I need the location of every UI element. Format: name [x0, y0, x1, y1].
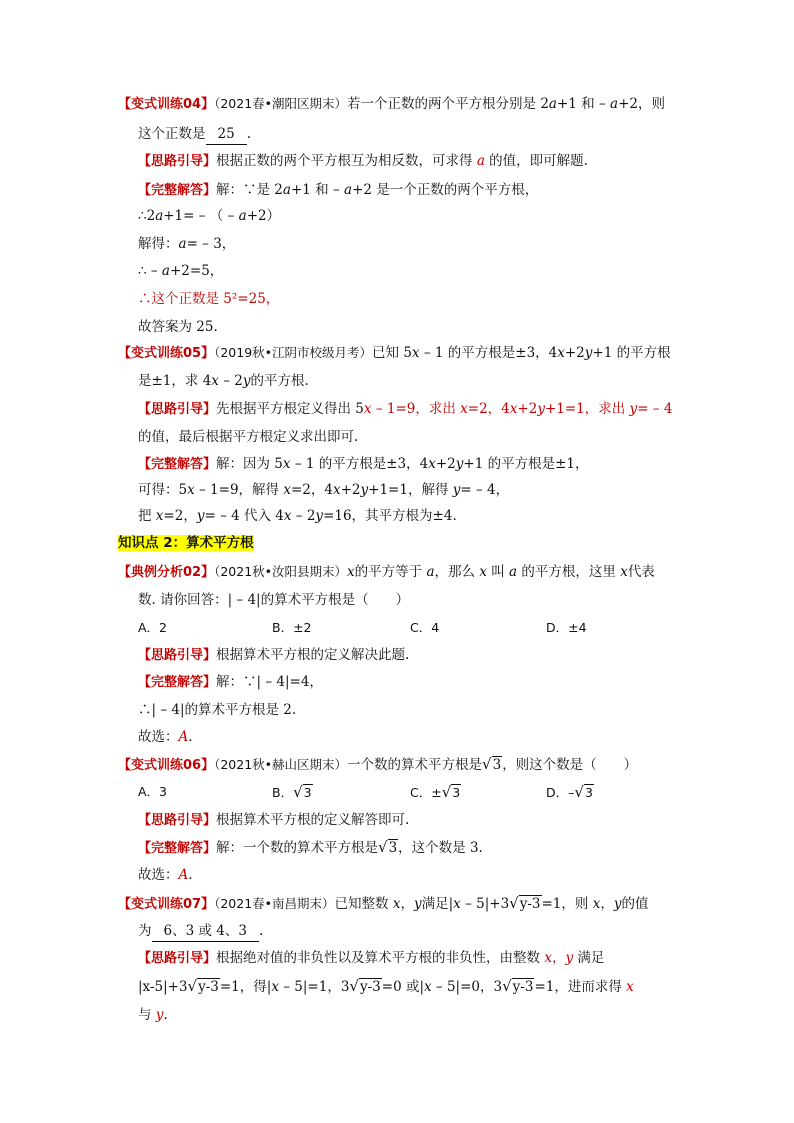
b4-q2: ，则这个数是（ ） [502, 757, 638, 773]
section-title: 知识点 2：算术平方根 [118, 535, 254, 551]
b2-sol4: +1 的平方根是±1， [463, 456, 589, 472]
b2-l2f: = – 4， [460, 482, 510, 498]
radicand: y-3 [359, 979, 381, 995]
solution-tag: 【完整解答】 [138, 457, 217, 472]
var-a: a [155, 208, 164, 224]
b5-q3: 满足| [421, 896, 454, 912]
var-x: x [453, 896, 461, 912]
b4-option-c-label: C．± [410, 785, 442, 800]
b3-sol1: 解：∵| – 4|=4， [216, 674, 323, 690]
var-a: a [548, 96, 557, 112]
b3-option-b: B．±2 [272, 620, 312, 635]
var-x: x [460, 401, 468, 417]
sqrt-y-minus-3 [509, 893, 541, 914]
var-a: a [509, 564, 518, 580]
var-x: x [592, 896, 601, 912]
b5-l2f: =1，进而求得 [534, 979, 627, 995]
var-a: a [282, 182, 291, 198]
b2-question-line1 [118, 343, 671, 364]
b3-hint [138, 645, 409, 666]
b2-q5: 是±1，求 4 [138, 373, 212, 389]
radicand: 3 [303, 785, 312, 800]
b1-solution-line6: 故答案为 25. [138, 319, 218, 335]
hint-tag: 【思路引导】 [138, 813, 217, 828]
var-a: a [178, 236, 187, 252]
b2-q2: – 1 的平方根是±3，4 [419, 345, 558, 361]
var-a: a [610, 96, 619, 112]
b4-source: （2021秋•赫山区期末） [214, 757, 348, 772]
b2-l3b: =2， [163, 508, 197, 524]
b3-solution-line2: ∴| – 4|的算术平方根是 2. [138, 702, 297, 718]
b5-q5: =1，则 [541, 896, 593, 912]
b3-option-c: C．4 [410, 620, 440, 635]
b1-question-line1 [118, 94, 665, 115]
b5-answer-blank: 6、3 或 4、3 [152, 921, 259, 942]
var-x: x [620, 564, 628, 580]
sqrt-3 [574, 782, 594, 803]
b4-hint [138, 810, 409, 831]
b1-hint1: 根据正数的两个平方根互为相反数，可求得 [216, 153, 477, 169]
b3-q4: 的平方根，这里 [517, 564, 621, 580]
var-x: x [283, 508, 292, 524]
b2-q3: +2 [564, 345, 585, 361]
b2-q7: 的平方根. [250, 373, 309, 389]
radicand: y-3 [512, 979, 534, 995]
b3-q5: 代表 [627, 564, 655, 580]
b1-l2a: ∴2 [138, 208, 156, 224]
b4-solution-line2 [138, 865, 193, 885]
b2-hint2: – 1=9，求出 [371, 401, 461, 417]
b2-l2a: 可得：5 [138, 482, 188, 498]
var-y: y [155, 1007, 164, 1023]
var-x: x [332, 482, 341, 498]
b1-l2c: +2） [246, 208, 281, 224]
solution-tag: 【完整解答】 [138, 183, 217, 198]
var-x: x [155, 508, 164, 524]
var-y: y [629, 401, 638, 417]
b2-sol1: 解：因为 5 [216, 456, 283, 472]
b2-l3e: =16，其平方根为±4. [323, 508, 457, 524]
sqrt-y-minus-3 [502, 976, 534, 997]
b4-l3c: . [188, 867, 193, 883]
var-y: y [242, 373, 251, 389]
b5-hint3: 满足 [573, 950, 605, 966]
b3-solution-line3 [138, 727, 193, 747]
b1-solution-line1 [138, 180, 538, 201]
b5-q7: 的值 [621, 896, 649, 912]
b5-q4: – 5|+3 [460, 896, 510, 912]
b4-option-b [272, 782, 313, 803]
radical-sign: √ [441, 783, 452, 801]
b5-q2: ， [400, 896, 414, 912]
b3-l3c: . [188, 729, 193, 745]
var-y: y [360, 482, 369, 498]
b5-l2a: |x-5|+3 [138, 979, 188, 995]
b4-answer-letter: A [178, 867, 189, 883]
b2-q4: +1 的平方根 [592, 345, 671, 361]
b2-l3a: 把 [138, 508, 156, 524]
b5-q1: 已知整数 [334, 896, 393, 912]
var-y: y [565, 950, 574, 966]
var-x: x [187, 482, 195, 498]
var-y: y [537, 401, 545, 417]
b4-q1: 一个数的算术平方根是 [347, 757, 483, 773]
b2-hint-line1 [138, 399, 672, 420]
b2-question-line2 [138, 371, 309, 391]
b3-option-a: A．2 [138, 620, 168, 635]
sqrt-3 [442, 782, 462, 803]
b5-hint2: ， [551, 950, 566, 966]
b4-hint: 根据算术平方根的定义解答即可. [216, 812, 410, 828]
b4-question-line1 [118, 754, 637, 776]
var-x: x [282, 456, 291, 472]
hint-tag: 【思路引导】 [138, 648, 217, 663]
var-a: a [161, 263, 170, 279]
b2-solution-line2 [138, 480, 509, 500]
radical-sign: √ [502, 977, 512, 995]
radical-sign: √ [482, 755, 492, 773]
var-y: y [613, 896, 622, 912]
radicand: 3 [492, 757, 502, 773]
var-x: x [347, 564, 355, 580]
var-x: x [283, 482, 291, 498]
b2-sol2: – 1 的平方根是±3，4 [290, 456, 429, 472]
sqrt-y-minus-3 [188, 976, 220, 997]
hint-tag: 【思路引导】 [138, 402, 217, 417]
b1-question-line2 [138, 124, 251, 145]
b2-hint3: =2，4 [467, 401, 510, 417]
b1-q4: 这个正数是 [138, 126, 206, 142]
b1-sol2: +1 和 – [290, 182, 344, 198]
var-x: x [428, 456, 436, 472]
radical-sign: √ [574, 783, 584, 801]
hint-tag: 【思路引导】 [138, 154, 217, 169]
b5-l3b: . [163, 1007, 168, 1023]
b1-hint2: 的值，即可解题. [484, 153, 588, 169]
b1-l4a: ∴ – [138, 263, 162, 279]
var-y: y [315, 508, 324, 524]
b3-l3a: 故选： [138, 729, 179, 745]
b3-option-d: D．±4 [546, 620, 587, 635]
radical-sign: √ [349, 977, 359, 995]
var-a: a [344, 182, 353, 198]
var-x: x [411, 345, 420, 361]
b4-sol1: 解：一个数的算术平方根是 [216, 840, 379, 856]
section-heading [118, 533, 254, 553]
b5-question-line2 [138, 921, 263, 942]
b4-option-b-label: B． [272, 785, 294, 800]
b1-sol1: 解：∵是 2 [216, 182, 283, 198]
b4-solution-line1 [138, 837, 483, 859]
b2-hint4: +2 [517, 401, 538, 417]
b1-solution-line4 [138, 261, 223, 281]
b1-solution-line3 [138, 234, 235, 254]
var-x: x [271, 979, 279, 995]
var-a: a [238, 208, 247, 224]
b1-q1: 若一个正数的两个平方根分别是 2 [347, 96, 549, 112]
radical-sign: √ [509, 894, 519, 912]
b2-l2d: +2 [340, 482, 361, 498]
b3-question-line2: 数. 请你回答：| – 4|的算术平方根是（ ） [138, 592, 410, 608]
radicand: y-3 [198, 979, 219, 995]
b3-q1: 的平方等于 [354, 564, 427, 580]
b1-l2b: +1= – （ – [163, 208, 239, 224]
b1-l3b: = – 3， [186, 236, 236, 252]
var-a: a [426, 564, 435, 580]
b2-l2e: +1=1，解得 [368, 482, 453, 498]
b2-hint1: 先根据平方根定义得出 5 [216, 401, 364, 417]
var-x: x [626, 979, 634, 995]
b1-l4b: +2=5， [169, 263, 224, 279]
b4-sol2: ，这个数是 3. [398, 840, 483, 856]
var-x: x [544, 950, 552, 966]
b3-q2: ，那么 [434, 564, 480, 580]
b5-question-line1 [118, 893, 648, 915]
hint-tag: 【思路引导】 [138, 951, 217, 966]
b1-sol3: +2 是一个正数的两个平方根， [352, 182, 539, 198]
b2-l2c: =2，4 [290, 482, 333, 498]
b4-tag: 【变式训练06】 [118, 758, 215, 773]
var-a: a [476, 153, 485, 169]
b2-hint5: +1=1，求出 [544, 401, 630, 417]
radicand: y-3 [519, 896, 541, 912]
var-y: y [584, 345, 593, 361]
b5-q8: 为 [138, 923, 152, 939]
b4-l3a: 故选： [138, 867, 179, 883]
radical-sign: √ [378, 838, 388, 856]
b5-hint-line3 [138, 1005, 168, 1025]
b3-question-line1 [118, 562, 655, 583]
var-y: y [455, 456, 464, 472]
b4-option-d-label: D．– [546, 785, 575, 800]
var-x: x [211, 373, 219, 389]
var-x: x [424, 979, 432, 995]
b2-q6: – 2 [218, 373, 243, 389]
b1-q5: . [246, 126, 251, 142]
b1-source: （2021春•潮阳区期末） [214, 96, 348, 111]
b3-solution-line1 [138, 672, 323, 693]
var-x: x [363, 401, 372, 417]
b1-solution-line5: ∴这个正数是 5²=25， [138, 291, 280, 307]
b5-source: （2021春•南昌期末） [214, 896, 335, 911]
b3-hint: 根据算术平方根的定义解决此题. [216, 647, 410, 663]
b1-solution-line2 [138, 206, 280, 226]
radicand: 3 [584, 785, 593, 800]
b1-q2: +1 和 – [556, 96, 611, 112]
b4-option-d [546, 782, 594, 803]
sqrt-3 [378, 837, 398, 858]
radical-sign: √ [293, 783, 303, 801]
b5-l3a: 与 [138, 1007, 156, 1023]
b5-l2e: – 5|=0，3 [431, 979, 503, 995]
b4-option-c [410, 782, 461, 803]
var-y: y [452, 482, 461, 498]
b1-answer-blank: 25 [206, 124, 247, 145]
b3-tag: 【典例分析02】 [118, 565, 215, 580]
b5-l2d: =0 或| [381, 979, 425, 995]
b5-hint-line2 [138, 976, 634, 997]
b5-q9: . [258, 923, 264, 939]
b5-l2c: – 5|=1，3 [278, 979, 350, 995]
b2-l3d: – 2 [291, 508, 316, 524]
radical-sign: √ [187, 977, 198, 995]
radicand: 3 [388, 840, 398, 856]
b4-option-a: A．3 [138, 784, 168, 799]
sqrt-3 [482, 754, 502, 775]
var-y: y [413, 896, 422, 912]
b2-hint6: = – 4 [637, 401, 673, 417]
b1-q3: +2，则 [618, 96, 665, 112]
b5-l2b: =1，得| [219, 979, 272, 995]
b2-l2b: – 1=9，解得 [194, 482, 284, 498]
sqrt-y-minus-3 [349, 976, 381, 997]
b2-solution-line1 [138, 454, 589, 475]
var-y: y [196, 508, 205, 524]
b1-l3a: 解得： [138, 236, 179, 252]
var-x: x [479, 564, 487, 580]
b5-tag: 【变式训练07】 [118, 897, 215, 912]
var-x: x [392, 896, 401, 912]
b3-q3: 叫 [486, 564, 510, 580]
solution-tag: 【完整解答】 [138, 675, 217, 690]
b5-hint1: 根据绝对值的非负性以及算术平方根的非负性，由整数 [216, 950, 545, 966]
b5-hint-line1 [138, 948, 604, 969]
var-x: x [509, 401, 518, 417]
b1-hint [138, 151, 588, 172]
solution-tag: 【完整解答】 [138, 841, 217, 856]
b2-hint-line2: 的值，最后根据平方根定义求出即可. [138, 429, 359, 445]
b2-source: （2019秋•江阴市校级月考） [214, 345, 373, 360]
sqrt-3 [293, 782, 313, 803]
var-x: x [557, 345, 565, 361]
b1-tag: 【变式训练04】 [118, 97, 215, 112]
radicand: 3 [452, 785, 461, 800]
b2-q1: 已知 5 [372, 345, 412, 361]
b2-l3c: = – 4 代入 4 [204, 508, 284, 524]
b5-q6: ， [600, 896, 614, 912]
b3-source: （2021秋•汝阳县期末） [214, 564, 348, 579]
b3-answer-letter: A [178, 729, 189, 745]
b2-sol3: +2 [435, 456, 456, 472]
b2-tag: 【变式训练05】 [118, 346, 215, 361]
b2-solution-line3 [138, 506, 457, 526]
